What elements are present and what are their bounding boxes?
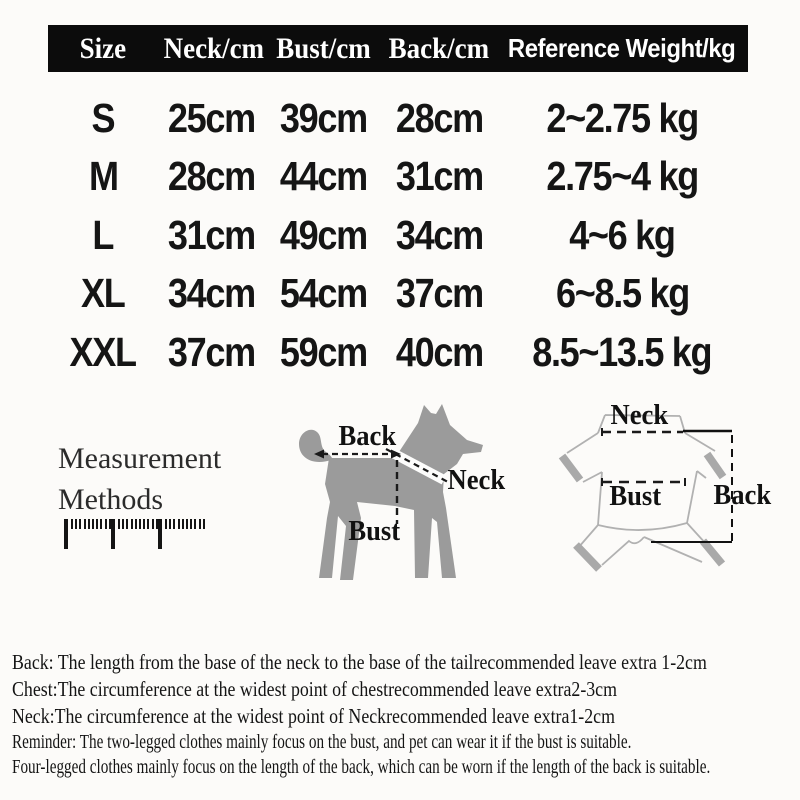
cell-size [48, 329, 158, 376]
cell-neck [158, 212, 264, 259]
cell-neck-value: 31cm [167, 211, 255, 258]
ruler-minor-tick [96, 519, 98, 529]
cell-back [382, 329, 496, 376]
cell-weight [496, 153, 748, 200]
cell-back [382, 95, 496, 142]
header-weight-label: Reference Weight/kg [508, 33, 736, 63]
cell-weight-value: 2.75~4 kg [546, 153, 698, 200]
cell-neck-value: 28cm [167, 153, 255, 200]
note-reminder: Reminder: The two-legged clothes mainly focus on the bust, and pet can wear it if the bust is suitable. [12, 731, 632, 753]
cell-weight-value: 4~6 kg [569, 211, 675, 258]
cell-bust-value: 44cm [279, 153, 367, 200]
cell-weight [496, 270, 748, 317]
cell-back-value: 28cm [395, 94, 483, 141]
garment-neck-label: Neck [610, 400, 669, 431]
cell-neck-value: 37cm [167, 328, 255, 375]
measurement-title-line1: Measurement [58, 442, 222, 475]
ruler-minor-tick [131, 519, 133, 529]
cell-bust-value: 39cm [279, 94, 367, 141]
ruler-minor-tick [182, 519, 184, 529]
table-row [48, 323, 748, 382]
ruler-major-tick [64, 519, 68, 549]
ruler-minor-tick [71, 519, 73, 529]
measurement-methods-title [58, 438, 221, 520]
cell-neck-value: 25cm [167, 94, 255, 141]
ruler-minor-tick [118, 519, 120, 529]
header-bust-label: Bust/cm [275, 31, 371, 65]
cell-back [382, 153, 496, 200]
ruler-major-tick [158, 519, 162, 549]
table-row [48, 148, 748, 207]
ruler-minor-tick [100, 519, 102, 529]
ruler-minor-tick [79, 519, 81, 529]
table-row [48, 89, 748, 148]
table-row [48, 265, 748, 324]
header-bust [264, 32, 382, 66]
ruler-minor-tick [199, 519, 201, 529]
cell-neck [158, 153, 264, 200]
ruler-minor-tick [105, 519, 107, 529]
cell-weight-value: 8.5~13.5 kg [532, 328, 712, 375]
ruler-minor-tick [92, 519, 94, 529]
cell-weight-value: 6~8.5 kg [555, 270, 689, 317]
cell-size [48, 153, 158, 200]
table-header [48, 25, 748, 72]
cell-weight [496, 95, 748, 142]
header-back [382, 32, 496, 66]
cell-back [382, 212, 496, 259]
ruler-minor-tick [143, 519, 145, 529]
cell-bust [264, 212, 382, 259]
dog-back-label: Back [338, 421, 397, 452]
dog-bust-label: Bust [348, 516, 401, 547]
cell-back-value: 34cm [395, 211, 483, 258]
ruler-minor-tick [139, 519, 141, 529]
cell-size-value: M [88, 153, 118, 200]
ruler-minor-tick [75, 519, 77, 529]
ruler-minor-tick [186, 519, 188, 529]
ruler-minor-tick [203, 519, 205, 529]
ruler-minor-tick [173, 519, 175, 529]
cell-size [48, 95, 158, 142]
cell-size-value: S [91, 94, 115, 141]
note-back: Back: The length from the base of the neck to the base of the tailrecommended leave extra 1-2cm [12, 650, 707, 674]
ruler-minor-tick [165, 519, 167, 529]
cell-back-value: 31cm [395, 153, 483, 200]
measurement-notes [12, 649, 800, 780]
size-table-body [48, 89, 748, 382]
cell-back [382, 270, 496, 317]
header-neck [158, 32, 264, 66]
cell-size [48, 212, 158, 259]
cell-size-value: XXL [69, 328, 137, 375]
ruler-minor-tick [178, 519, 180, 529]
cell-back-value: 40cm [395, 328, 483, 375]
header-weight [496, 33, 748, 64]
cell-bust-value: 54cm [279, 270, 367, 317]
note-fourleg: Four-legged clothes mainly focus on the length of the back, which can be worn if the length of the back is suitable. [12, 756, 711, 778]
garment-bust-label: Bust [609, 481, 662, 512]
cell-size-value: L [92, 211, 114, 258]
cell-back-value: 37cm [395, 270, 483, 317]
ruler-minor-tick [194, 519, 196, 529]
cell-neck [158, 329, 264, 376]
ruler-minor-tick [126, 519, 128, 529]
garment-back-label: Back [713, 480, 772, 511]
cell-bust [264, 95, 382, 142]
table-row [48, 206, 748, 265]
header-neck-label: Neck/cm [163, 31, 265, 65]
ruler-minor-tick [169, 519, 171, 529]
cell-weight-value: 2~2.75 kg [546, 94, 698, 141]
cell-neck [158, 95, 264, 142]
cell-bust [264, 153, 382, 200]
ruler-minor-tick [152, 519, 154, 529]
cell-bust-value: 49cm [279, 211, 367, 258]
header-back-label: Back/cm [388, 31, 490, 65]
ruler-minor-tick [88, 519, 90, 529]
cell-bust [264, 329, 382, 376]
note-neck: Neck:The circumference at the widest point of Neckrecommended leave extra1-2cm [12, 704, 615, 728]
cell-bust [264, 270, 382, 317]
ruler-minor-tick [122, 519, 124, 529]
ruler-minor-tick [190, 519, 192, 529]
cell-neck [158, 270, 264, 317]
cell-size [48, 270, 158, 317]
ruler-major-tick [111, 519, 115, 549]
ruler-minor-tick [135, 519, 137, 529]
cell-bust-value: 59cm [279, 328, 367, 375]
ruler-minor-tick [84, 519, 86, 529]
cell-neck-value: 34cm [167, 270, 255, 317]
ruler-icon [64, 519, 214, 551]
header-size-label: Size [79, 31, 127, 65]
cell-weight [496, 212, 748, 259]
note-chest: Chest:The circumference at the widest point of chestrecommended leave extra2-3cm [12, 677, 617, 701]
header-size [48, 32, 158, 66]
dog-tail [299, 430, 332, 462]
measurement-title-line2: Methods [58, 483, 163, 516]
cell-weight [496, 329, 748, 376]
dog-neck-label: Neck [447, 465, 506, 496]
cell-size-value: XL [81, 270, 125, 317]
ruler-minor-tick [147, 519, 149, 529]
